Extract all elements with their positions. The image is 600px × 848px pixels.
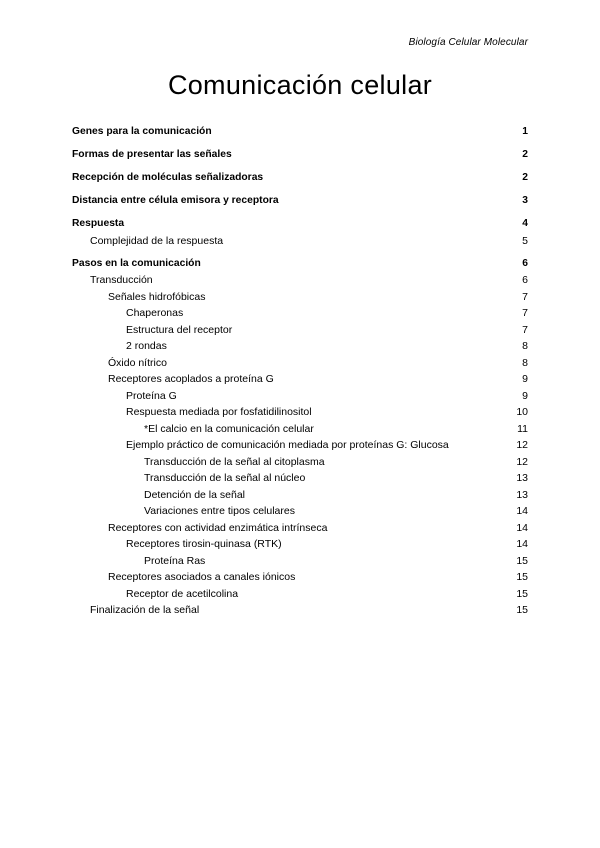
toc-entry-label: Receptor de acetilcolina bbox=[126, 587, 239, 600]
toc-entry[interactable] bbox=[72, 470, 528, 487]
toc-entry-label: Complejidad de la respuesta bbox=[90, 234, 224, 247]
toc-entry-page: 15 bbox=[516, 571, 528, 583]
toc-entry-page: 1 bbox=[522, 126, 528, 137]
toc-entry-label: *El calcio en la comunicación celular bbox=[144, 422, 314, 435]
toc-entry-page: 13 bbox=[516, 488, 528, 501]
toc-entry-label: Receptores con actividad enzimática intrínseca bbox=[108, 521, 328, 534]
toc-entry[interactable] bbox=[72, 520, 528, 537]
toc-entry-label: Distancia entre célula emisora y receptora bbox=[72, 195, 279, 206]
toc-entry-page: 8 bbox=[522, 356, 528, 369]
toc-entry[interactable] bbox=[72, 404, 528, 421]
toc-entry-page: 14 bbox=[516, 505, 528, 517]
toc-entry-page: 11 bbox=[517, 422, 528, 435]
toc-entry[interactable] bbox=[72, 124, 528, 141]
toc-entry-label: Genes para la comunicación bbox=[72, 126, 212, 137]
toc-entry-label: Receptores tirosin-quinasa (RTK) bbox=[126, 538, 282, 550]
document-title: Comunicación celular bbox=[167, 70, 433, 100]
toc-entry-page: 13 bbox=[516, 472, 528, 484]
toc-entry-page: 9 bbox=[522, 389, 528, 402]
toc-entry-label: Chaperonas bbox=[126, 307, 184, 319]
toc-entry[interactable] bbox=[72, 388, 528, 405]
toc-entry-label: Variaciones entre tipos celulares bbox=[144, 505, 295, 517]
toc-entry-page: 12 bbox=[516, 439, 528, 451]
toc-entry-page: 7 bbox=[522, 290, 528, 303]
toc-entry-label: Transducción de la señal al citoplasma bbox=[144, 455, 325, 468]
toc-entry-page: 14 bbox=[516, 521, 528, 534]
toc-entry[interactable] bbox=[72, 553, 528, 570]
toc-entry[interactable] bbox=[72, 289, 528, 306]
toc-entry-page: 10 bbox=[516, 406, 528, 418]
toc-entry[interactable] bbox=[72, 322, 528, 339]
toc-entry-page: 15 bbox=[516, 604, 528, 616]
toc-entry-label: Transducción bbox=[90, 274, 153, 286]
toc-entry-page: 5 bbox=[522, 234, 528, 247]
toc-entry[interactable] bbox=[72, 355, 528, 372]
toc-entry[interactable] bbox=[72, 305, 528, 322]
toc-entry-label: Transducción de la señal al núcleo bbox=[144, 472, 306, 484]
toc-entry[interactable] bbox=[72, 193, 528, 210]
toc-entry-page: 2 bbox=[522, 149, 528, 160]
toc-entry-page: 7 bbox=[522, 323, 528, 336]
toc-entry[interactable] bbox=[72, 256, 528, 273]
toc-entry-label: Receptores asociados a canales iónicos bbox=[108, 571, 296, 583]
toc-entry-page: 14 bbox=[516, 538, 528, 550]
toc-entry-page: 4 bbox=[522, 218, 528, 229]
toc-entry-page: 2 bbox=[522, 172, 528, 183]
toc-entry-label: Receptores acoplados a proteína G bbox=[108, 373, 274, 385]
toc-entry[interactable] bbox=[72, 536, 528, 553]
toc-entry[interactable] bbox=[72, 233, 528, 250]
toc-entry[interactable] bbox=[72, 421, 528, 438]
toc-entry[interactable] bbox=[72, 272, 528, 289]
toc-entry[interactable] bbox=[72, 569, 528, 586]
toc-entry-label: Respuesta bbox=[72, 218, 125, 229]
toc-entry[interactable] bbox=[72, 338, 528, 355]
toc-entry[interactable] bbox=[72, 437, 528, 454]
toc-entry[interactable] bbox=[72, 602, 528, 619]
toc-entry-page: 15 bbox=[516, 587, 528, 600]
toc-entry[interactable] bbox=[72, 454, 528, 471]
toc-entry-label: Señales hidrofóbicas bbox=[108, 290, 206, 303]
toc-entry-label: Formas de presentar las señales bbox=[72, 149, 232, 160]
toc-entry-page: 12 bbox=[516, 455, 528, 468]
toc-entry[interactable] bbox=[72, 147, 528, 164]
toc-entry-page: 8 bbox=[522, 340, 528, 352]
table-of-contents bbox=[72, 124, 528, 619]
toc-entry-label: Estructura del receptor bbox=[126, 323, 233, 336]
toc-entry[interactable] bbox=[72, 503, 528, 520]
toc-entry-label: Ejemplo práctico de comunicación mediada por proteínas G: Glucosa bbox=[126, 439, 449, 451]
toc-entry-label: Proteína G bbox=[126, 389, 177, 402]
toc-entry-page: 3 bbox=[522, 195, 528, 206]
running-header: Biología Celular Molecular bbox=[408, 37, 528, 48]
toc-entry[interactable] bbox=[72, 170, 528, 187]
toc-entry-label: Recepción de moléculas señalizadoras bbox=[72, 172, 264, 183]
toc-entry-page: 7 bbox=[522, 307, 528, 319]
toc-entry[interactable] bbox=[72, 586, 528, 603]
toc-entry-label: 2 rondas bbox=[126, 340, 167, 352]
toc-entry-label: Proteína Ras bbox=[144, 554, 206, 567]
toc-entry-page: 15 bbox=[516, 554, 528, 567]
toc-entry-label: Pasos en la comunicación bbox=[72, 257, 201, 269]
toc-entry[interactable] bbox=[72, 487, 528, 504]
toc-entry-page: 9 bbox=[522, 373, 528, 385]
toc-entry-label: Respuesta mediada por fosfatidilinositol bbox=[126, 406, 312, 418]
toc-entry-page: 6 bbox=[522, 257, 528, 269]
toc-entry-label: Detención de la señal bbox=[144, 488, 245, 501]
toc-entry-label: Óxido nítrico bbox=[108, 356, 167, 369]
toc-entry[interactable] bbox=[72, 371, 528, 388]
toc-entry[interactable] bbox=[72, 216, 528, 233]
toc-entry-label: Finalización de la señal bbox=[90, 604, 200, 616]
toc-entry-page: 6 bbox=[522, 274, 528, 286]
